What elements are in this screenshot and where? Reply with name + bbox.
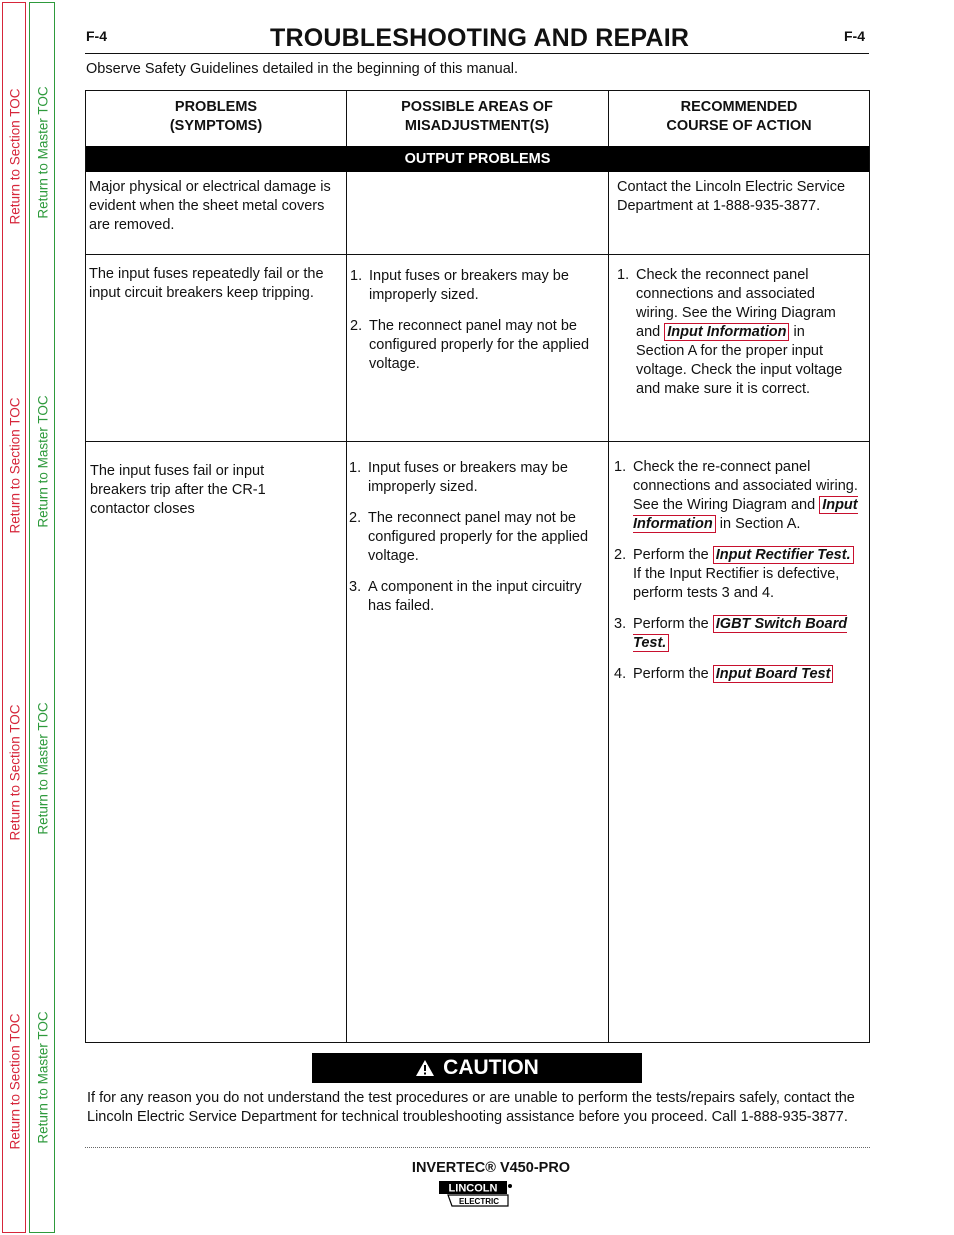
page-code-right: F-4	[844, 28, 865, 44]
return-to-master-toc-link[interactable]: Return to Master TOC	[35, 86, 51, 219]
return-to-section-toc-link[interactable]: Return to Section TOC	[7, 1013, 23, 1150]
input-information-link[interactable]: Input Information	[664, 323, 789, 341]
safety-note: Observe Safety Guidelines detailed in the beginning of this manual.	[86, 61, 519, 77]
product-model: INVERTEC® V450-PRO	[411, 1160, 571, 1176]
list-item: 1. Input fuses or breakers may be improperly sized.	[349, 460, 568, 495]
input-board-test-link[interactable]: Input Board Test	[713, 665, 834, 683]
column-divider	[346, 91, 347, 1042]
header-areas: POSSIBLE AREAS OF MISADJUSTMENT(S)	[401, 99, 553, 134]
input-rectifier-test-link[interactable]: Input Rectifier Test.	[713, 546, 854, 564]
lincoln-electric-logo	[438, 1180, 513, 1208]
row-divider	[86, 441, 869, 442]
igbt-switch-board-test-link[interactable]: IGBT Switch Board Test.	[633, 616, 848, 651]
list-item: 1. Check the re-connect panel connections and associated wiring. See the Wiring Diagram and Input Information in Section A.	[614, 459, 858, 532]
header-rule	[85, 53, 869, 54]
svg-text:ELECTRIC: ELECTRIC	[459, 1197, 499, 1206]
row1-action: Contact the Lincoln Electric Service Department at 1-888-935-3877.	[617, 179, 846, 214]
list-item: 2. The reconnect panel may not be configured properly for the applied voltage.	[350, 318, 590, 372]
input-information-link[interactable]: Input Information	[633, 497, 858, 532]
row2-problem: The input fuses repeatedly fail or the input circuit breakers keep tripping.	[89, 266, 324, 301]
return-to-master-toc-link[interactable]: Return to Master TOC	[35, 395, 51, 528]
master-toc-bar	[29, 2, 55, 1233]
row2-action	[617, 266, 849, 411]
page-title: TROUBLESHOOTING AND REPAIR	[270, 24, 690, 52]
svg-text:LINCOLN: LINCOLN	[448, 1182, 498, 1195]
row3-problem: The input fuses fail or input breakers trip after the CR-1 contactor closes	[90, 463, 266, 517]
list-item: 2. Perform the Input Rectifier Test. If the Input Rectifier is defective, perform tests 3 and 4.	[614, 546, 862, 603]
header-problems: PROBLEMS (SYMPTOMS)	[169, 99, 263, 134]
header-action: RECOMMENDED COURSE OF ACTION	[666, 99, 812, 134]
warning-icon	[415, 1059, 435, 1077]
caution-label: CAUTION	[443, 1056, 539, 1079]
return-to-section-toc-link[interactable]: Return to Section TOC	[7, 88, 23, 225]
row3-actions	[614, 458, 862, 696]
list-item: 1. Input fuses or breakers may be improperly sized.	[350, 268, 569, 303]
caution-banner	[312, 1053, 642, 1083]
footer-divider	[85, 1147, 870, 1148]
row3-areas	[349, 459, 605, 628]
caution-text: If for any reason you do not understand the test procedures or are unable to perform the tests/repairs safely, contact the Lincoln Electric Service Department for technical troubleshooting assistance before you proceed. Call 1-888-935-3877.	[87, 1090, 855, 1125]
return-to-master-toc-link[interactable]: Return to Master TOC	[35, 1011, 51, 1144]
return-to-section-toc-link[interactable]: Return to Section TOC	[7, 397, 23, 534]
return-to-section-toc-link[interactable]: Return to Section TOC	[7, 704, 23, 841]
output-problems-band: OUTPUT PROBLEMS	[86, 146, 869, 172]
row1-problem: Major physical or electrical damage is evident when the sheet metal covers are removed.	[89, 179, 331, 233]
list-item: 2. The reconnect panel may not be configured properly for the applied voltage.	[349, 510, 589, 564]
troubleshooting-table	[85, 90, 870, 1043]
list-item: 1. Check the reconnect panel connections and associated wiring. See the Wiring Diagram and Input Information in Section A for the proper input voltage. Check the input voltage and make sure it is correct.	[617, 267, 843, 397]
section-toc-bar	[2, 2, 26, 1233]
row-divider	[86, 254, 869, 255]
return-to-master-toc-link[interactable]: Return to Master TOC	[35, 702, 51, 835]
row2-areas	[350, 267, 605, 386]
list-item: 3. Perform the IGBT Switch Board Test.	[614, 616, 848, 651]
list-item: 3. A component in the input circuitry has failed.	[349, 579, 582, 614]
list-item: 4. Perform the Input Board Test	[614, 665, 862, 684]
page-code-left: F-4	[86, 28, 107, 44]
column-divider	[608, 91, 609, 1042]
